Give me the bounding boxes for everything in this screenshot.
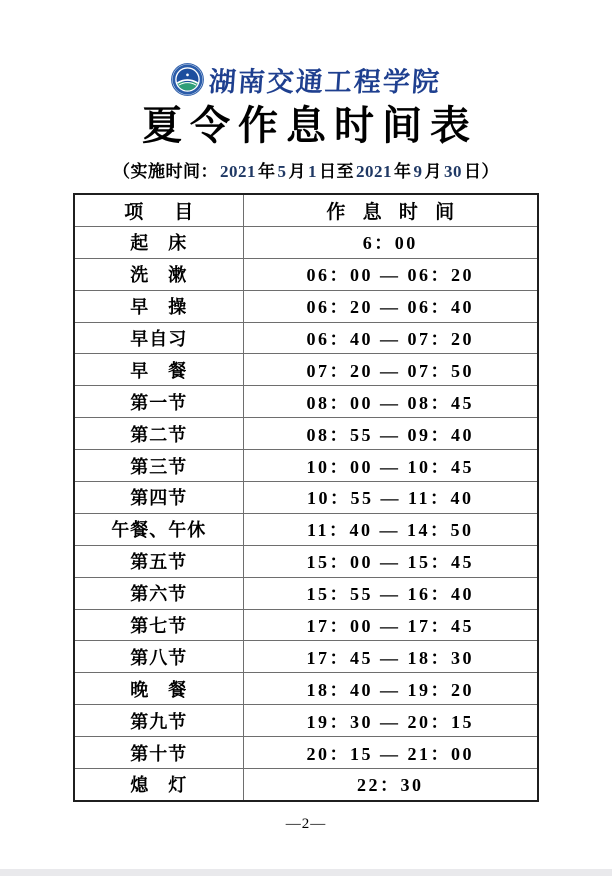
subtitle-segment: 日） (464, 162, 499, 181)
subtitle-segment: （实施时间： (113, 162, 218, 181)
item-cell: 第九节 (74, 705, 243, 737)
time-cell: 08：55 — 09：40 (243, 418, 538, 450)
subtitle-segment: 5 (277, 162, 287, 181)
time-cell: 08：00 — 08：45 (243, 386, 538, 418)
time-cell: 10：55 — 11：40 (243, 482, 538, 514)
subtitle-segment: 2021 (220, 162, 256, 181)
subtitle-segment: 月 (424, 162, 442, 181)
table-row (74, 737, 538, 769)
document-header (0, 0, 612, 182)
table-row (74, 450, 538, 482)
item-cell: 晚 餐 (74, 673, 243, 705)
table-row (74, 609, 538, 641)
page-title: 夏令作息时间表 (142, 104, 478, 148)
time-cell: 06：20 — 06：40 (243, 290, 538, 322)
subtitle-segment: 30 (444, 162, 462, 181)
time-cell: 07：20 — 07：50 (243, 354, 538, 386)
bottom-edge-strip (0, 869, 612, 876)
table-row (74, 482, 538, 514)
item-cell: 第五节 (74, 545, 243, 577)
table-row (74, 545, 538, 577)
time-cell: 06：00 — 06：20 (243, 258, 538, 290)
subtitle-segment: 年 (258, 162, 276, 181)
table-row (74, 769, 538, 801)
time-cell: 11：40 — 14：50 (243, 513, 538, 545)
item-cell: 第十节 (74, 737, 243, 769)
page-number: —2— (285, 815, 327, 832)
item-cell: 起 床 (74, 226, 243, 258)
table-row (74, 705, 538, 737)
time-cell: 15：00 — 15：45 (243, 545, 538, 577)
time-cell: 20：15 — 21：00 (243, 737, 538, 769)
item-cell: 早自习 (74, 322, 243, 354)
subtitle-segment: 9 (413, 162, 423, 181)
time-cell: 10：00 — 10：45 (243, 450, 538, 482)
schedule-body (74, 226, 538, 801)
table-row (74, 258, 538, 290)
item-cell: 午餐、午休 (74, 513, 243, 545)
item-cell: 早 餐 (74, 354, 243, 386)
time-cell: 19：30 — 20：15 (243, 705, 538, 737)
table-row (74, 226, 538, 258)
school-logo-line (0, 60, 612, 98)
subtitle-segment: 2021 (356, 162, 392, 181)
item-cell: 第三节 (74, 450, 243, 482)
schedule-table (73, 193, 539, 802)
item-cell: 第八节 (74, 641, 243, 673)
school-emblem-icon (171, 63, 204, 96)
time-cell: 17：45 — 18：30 (243, 641, 538, 673)
table-row (74, 290, 538, 322)
time-cell: 06：40 — 07：20 (243, 322, 538, 354)
table-header-row (74, 194, 538, 226)
table-row (74, 386, 538, 418)
table-row (74, 673, 538, 705)
item-cell: 早 操 (74, 290, 243, 322)
item-cell: 洗 漱 (74, 258, 243, 290)
implementation-period (0, 157, 612, 182)
subtitle-segment: 日至 (319, 162, 354, 181)
table-row (74, 418, 538, 450)
item-cell: 熄 灯 (74, 769, 243, 801)
table-row (74, 354, 538, 386)
time-cell: 15：55 — 16：40 (243, 577, 538, 609)
time-cell: 17：00 — 17：45 (243, 609, 538, 641)
school-name: 湖南交通工程学院 (207, 66, 442, 97)
time-cell: 6：00 (243, 226, 538, 258)
table-row (74, 513, 538, 545)
table-row (74, 641, 538, 673)
item-cell: 第七节 (74, 609, 243, 641)
time-cell: 22：30 (243, 769, 538, 801)
table-row (74, 577, 538, 609)
subtitle-segment: 月 (288, 162, 306, 181)
item-cell: 第二节 (74, 418, 243, 450)
table-row (74, 322, 538, 354)
subtitle-segment: 1 (308, 162, 317, 181)
column-header-time: 作 息 时 间 (243, 194, 538, 226)
item-cell: 第六节 (74, 577, 243, 609)
column-header-item: 项 目 (74, 194, 243, 226)
subtitle-segment: 年 (394, 162, 412, 181)
time-cell: 18：40 — 19：20 (243, 673, 538, 705)
item-cell: 第四节 (74, 482, 243, 514)
item-cell: 第一节 (74, 386, 243, 418)
